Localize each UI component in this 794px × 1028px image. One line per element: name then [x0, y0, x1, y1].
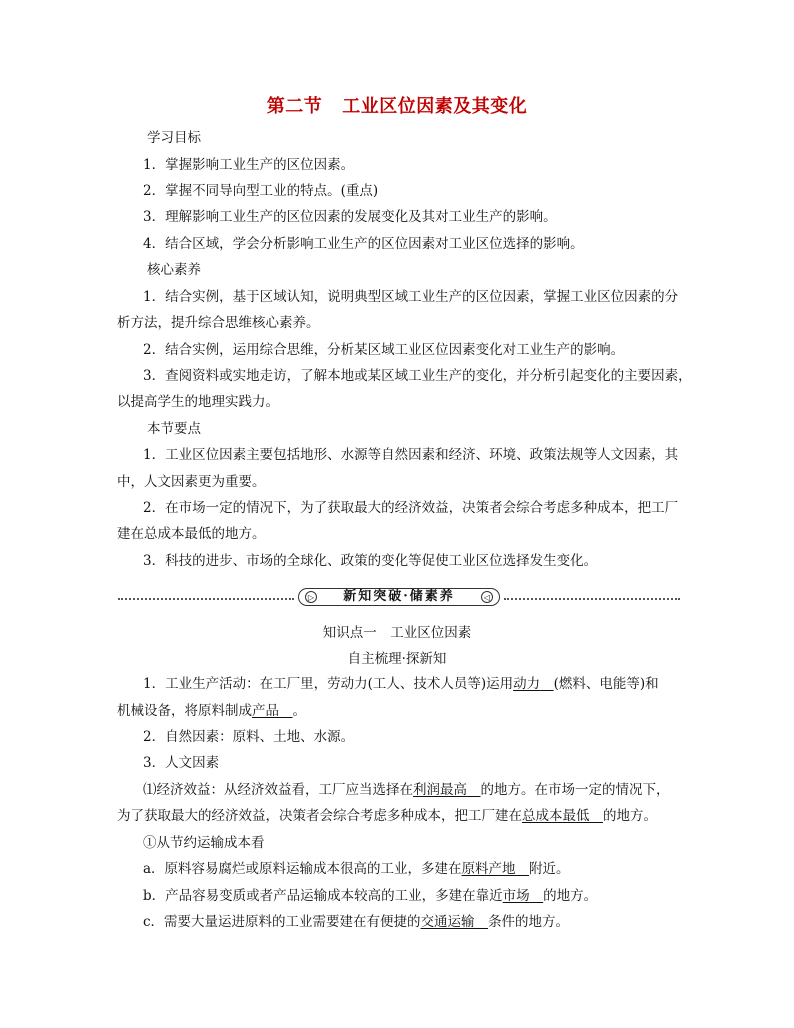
goals-heading: 学习目标 — [147, 130, 201, 146]
paragraph: b．产品容易变质或者产品运输成本较高的工业，多建在靠近市场 的地方。 — [143, 888, 598, 904]
answer-blank: 总成本最低 — [522, 808, 590, 824]
literacy-heading: 核心素养 — [147, 262, 201, 278]
answer-blank: 动力 — [513, 676, 541, 692]
literacy-item-cont: 以提高学生的地理实践力。 — [117, 394, 279, 410]
paragraph: 2．自然因素：原料、土地、水源。 — [143, 729, 355, 745]
section-number: 第二节 — [266, 96, 323, 117]
keypoint-item: 1．工业区位因素主要包括地形、水源等自然因素和经济、环境、政策法规等人文因素，其 — [143, 447, 679, 463]
section-name: 工业区位因素及其变化 — [342, 96, 528, 117]
paragraph: 1．工业生产活动：在工厂里，劳动力(工人、技术人员等)运用动力 (燃料、电能等)和 — [143, 676, 659, 692]
play-right-icon: ▷ — [305, 591, 317, 603]
paragraph: ①从节约运输成本看 — [143, 835, 265, 851]
literacy-item-cont: 析方法，提升综合思维核心素养。 — [117, 315, 320, 331]
paragraph-cont: 机械设备，将原料制成产品 。 — [117, 703, 306, 719]
goal-item: 2．掌握不同导向型工业的特点。(重点) — [143, 183, 379, 199]
answer-blank: 产品 — [252, 703, 279, 719]
banner-divider-right — [504, 598, 680, 600]
keypoint-item-cont: 中，人文因素更为重要。 — [117, 474, 266, 490]
play-left-icon: ◁ — [481, 591, 493, 603]
answer-blank: 交通运输 — [420, 914, 475, 930]
answer-blank: 原料产地 — [461, 861, 516, 877]
paragraph: c．需要大量运进原料的工业需要建在有便捷的交通运输 条件的地方。 — [143, 914, 570, 930]
keypoint-item: 2．在市场一定的情况下，为了获取最大的经济效益，决策者会综合考虑多种成本，把工厂 — [143, 500, 679, 516]
keypoints-heading: 本节要点 — [147, 421, 201, 437]
literacy-item: 3．查阅资料或实地走访，了解本地或某区域工业生产的变化，并分析引起变化的主要因素， — [143, 368, 692, 384]
paragraph: ⑴经济效益：从经济效益看，工厂应当选择在利润最高 的地方。在市场一定的情况下， — [143, 782, 670, 798]
keypoint-item: 3．科技的进步、市场的全球化、政策的变化等促使工业区位选择发生变化。 — [143, 553, 598, 569]
knowledge-subtitle: 自主梳理·探新知 — [347, 651, 447, 667]
goal-item: 4．结合区域，学会分析影响工业生产的区位因素对工业区位选择的影响。 — [143, 236, 584, 252]
literacy-item: 1．结合实例，基于区域认知，说明典型区域工业生产的区位因素，掌握工业区位因素的分 — [143, 289, 679, 305]
goal-item: 3．理解影响工业生产的区位因素的发展变化及其对工业生产的影响。 — [143, 209, 557, 225]
banner-divider-left — [118, 598, 294, 600]
keypoint-item-cont: 建在总成本最低的地方。 — [117, 526, 266, 542]
literacy-item: 2．结合实例，运用综合思维，分析某区域工业区位因素变化对工业生产的影响。 — [143, 342, 625, 358]
knowledge-point-title: 知识点一 工业区位因素 — [322, 625, 472, 641]
paragraph: a．原料容易腐烂或原料运输成本很高的工业，多建在原料产地 附近。 — [143, 861, 570, 877]
section-title — [0, 92, 794, 118]
answer-blank: 市场 — [502, 888, 530, 904]
goal-item: 1．掌握影响工业生产的区位因素。 — [143, 157, 355, 173]
banner-label: 新知突破·储素养 — [343, 589, 455, 604]
section-banner — [118, 588, 680, 608]
paragraph: 3．人文因素 — [143, 755, 220, 771]
answer-blank: 利润最高 — [413, 782, 467, 798]
paragraph-cont: 为了获取最大的经济效益，决策者会综合考虑多种成本，把工厂建在总成本最低 的地方。 — [117, 808, 657, 824]
banner-pill — [298, 588, 500, 606]
